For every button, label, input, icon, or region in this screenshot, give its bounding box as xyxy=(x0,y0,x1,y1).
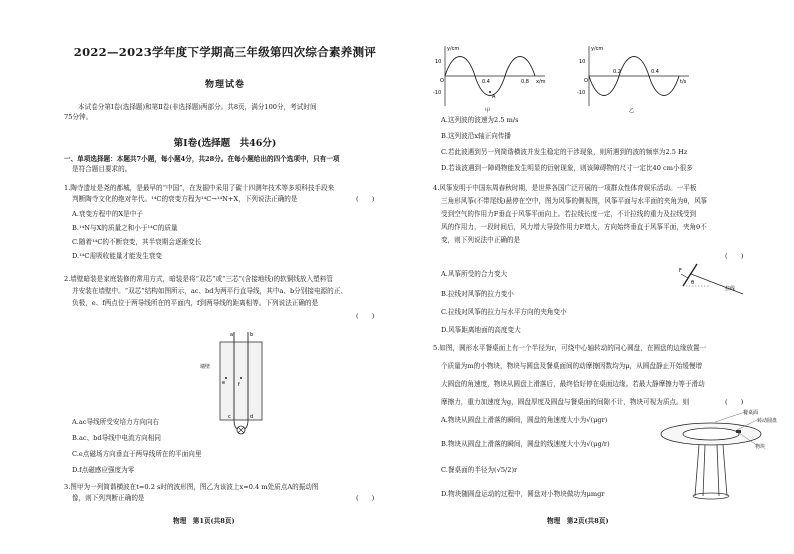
q1-stem: 判断陶寺文化的绝对年代。¹⁴C的衰变方程为¹⁴C→¹⁴N+X，下列说法正确的是 xyxy=(72,195,298,203)
q3-option-c: C.若此波遇到另一列简谐横波并发生稳定的干涉现象，则所遇到的波的频率为2.5 Hz xyxy=(441,148,688,156)
q4-option-a: A.风筝所受的合力变大 xyxy=(441,270,508,278)
intro-line: 75分钟。 xyxy=(64,113,93,121)
yi-y-axis: y/cm xyxy=(591,46,604,52)
section-instruction: 是符合题目要求的。 xyxy=(72,165,132,173)
q2-label-e: e xyxy=(222,380,226,386)
q2-label-f: f xyxy=(238,382,240,388)
q1-option-b: B.¹⁴N与X的质量之和小于¹⁴C的质量 xyxy=(72,224,178,232)
jia-x-axis: x/m xyxy=(536,79,546,85)
q5-table-figure xyxy=(659,410,779,502)
q4-kite-figure xyxy=(679,262,759,302)
q4-option-b: B.拉线对风筝的拉力变小 xyxy=(441,290,514,298)
q2-label-d: d xyxy=(250,414,254,420)
right-page xyxy=(397,0,794,554)
q3-wave-graph-jia xyxy=(433,44,553,114)
q5-stem: 摩擦力，重力加速度为g，圆盘厚度及圆盘与餐桌面的间隙不计，物块可视为质点。则 xyxy=(441,398,690,406)
q5-stem: 大圆盘的角速度，物块从圆盘上滑落后，最终恰好停在桌面边缘。若最大静摩擦力等于滑动 xyxy=(441,380,705,388)
subject-title: 物理试卷 xyxy=(204,80,245,90)
q2-stem: 并安装在墙壁中。“双芯”结构如图所示，ac、bd为两平行直导线，其中a、b分别接电源的正、 xyxy=(72,287,347,295)
yi-x-axis: t/s xyxy=(680,79,687,85)
q4-angle-label: θ xyxy=(691,280,695,286)
yi-y-max: 10 xyxy=(579,59,586,65)
yi-caption: 乙 xyxy=(629,108,635,114)
q2-wall-label: 墙壁 xyxy=(200,364,211,370)
yi-origin: O xyxy=(584,78,588,84)
q5-stem: 个质量为m的小物块，物块与圆盘及餐桌面间的动摩擦因数均为μ，从圆盘静止开始缓慢增 xyxy=(441,362,703,370)
q2-stem: 负极，e、f两点位于两导线所在的平面内，f到两导线的距离相等。下列说法正确的是 xyxy=(72,299,319,307)
jia-y-max: 10 xyxy=(435,59,442,65)
yi-tick: 0.4 xyxy=(651,69,659,75)
q5-stem: 5.如图，圆形水平餐桌面上有一个半径为r，可绕中心轴转动的同心圆盘，在圆盘的边缘放置一 xyxy=(433,344,707,352)
q5-option-c: C.餐桌面的半径为(√5/2)r xyxy=(441,466,518,474)
q2-label-b: b xyxy=(250,332,254,338)
q1-bracket: ( ) xyxy=(356,195,375,203)
q2-stem: 2.墙壁暗装是家庭装修的常用方式，暗装是将“双芯”或“三芯”(含接地线)的软铜线放入塑料管 xyxy=(64,275,333,283)
q5-option-a: A.物块从圆盘上滑落的瞬间，圆盘的角速度大小为√(μgr) xyxy=(441,416,608,424)
jia-y-axis: y/cm xyxy=(447,46,460,52)
q5-option-d: D.物块随圆盘运动的过程中，圆盘对小物块做功为μmgr xyxy=(441,490,605,498)
q1-option-c: C.随着¹⁴C的不断衰变，其半衰期会逐渐变长 xyxy=(72,238,202,246)
q2-label-c: c xyxy=(228,414,231,420)
q5-label-block: 物块 xyxy=(755,444,766,450)
q4-stem: 风的作用力，一段时间后，风力增大导致作用力F增大，方向始终垂直于风筝平面，夹角θ不 xyxy=(441,223,707,231)
jia-point-a: A xyxy=(492,94,496,100)
q2-wire-figure xyxy=(200,330,280,438)
q5-bracket: ( ) xyxy=(725,398,744,406)
q2-option-a: A.ac导线所受安培力方向向右 xyxy=(72,418,160,426)
q5-label-disk: 转动圆盘 xyxy=(757,418,778,424)
yi-tick: 0.2 xyxy=(613,69,621,75)
q4-stem: 变，则下列说法中正确的是 xyxy=(441,236,521,244)
exam-title: 2022—2023学年度下学期高三年级第四次综合素养测评 xyxy=(73,45,377,59)
q5-label-table: 餐桌面 xyxy=(743,410,759,416)
q1-option-a: A.衰变方程中的X是中子 xyxy=(72,210,143,218)
q3-option-b: B.这列波沿x轴正向传播 xyxy=(441,132,512,140)
q3-stem: 3.图甲为一列简谐横波在t=0.2 s时的波形图，图乙为该波上x=0.4 m处质点A的振动图 xyxy=(64,483,319,491)
footer-right: 物理 第2页(共8页) xyxy=(547,517,609,525)
q1-stem: 1.陶寺遗址是尧的都城，是最早的“中国”，在发掘中采用了碳十四测年技术等多项科技手段来 xyxy=(64,184,335,192)
q4-bracket: ( ) xyxy=(725,252,744,260)
q2-label-a: a xyxy=(230,332,234,338)
section-title: 第Ⅰ卷(选择题 共46分) xyxy=(173,138,277,149)
section-instruction: 一、单项选择题：本题共7小题，每小题4分，共28分。在每小题给出的四个选项中，只有一项 xyxy=(64,155,340,163)
jia-caption: 甲 xyxy=(485,108,491,114)
q1-option-d: D.¹⁴C需吸收能量才能发生衰变 xyxy=(72,252,163,260)
q3-stem: 像，则下列判断正确的是 xyxy=(72,494,145,502)
q2-bracket: ( ) xyxy=(356,312,375,320)
q5-option-b: B.物块从圆盘上滑落的瞬间，圆盘的线速度大小为√(μg/r) xyxy=(441,440,610,448)
q2-option-d: D.f点磁感应强度为零 xyxy=(72,466,135,474)
q4-option-c: C.拉线对风筝的拉力与水平方向的夹角变小 xyxy=(441,308,567,316)
q3-option-d: D.若该波遇到一障碍物能发生明显的衍射现象，则该障碍物的尺寸一定比40 cm小很多 xyxy=(441,164,693,172)
jia-tick: 0.4 xyxy=(482,79,490,85)
q3-bracket: ( ) xyxy=(356,494,375,502)
yi-y-min: -10 xyxy=(577,90,586,96)
q2-option-c: C.e点磁场方向垂直于两导线所在的平面向里 xyxy=(72,450,202,458)
jia-y-min: -10 xyxy=(433,90,442,96)
q4-stem: 三角形风筝(不带尾线)悬停在空中，图为风筝的侧视图，风筝平面与水平面的夹角为θ，风筝 xyxy=(441,197,708,205)
intro-line: 本试卷分第Ⅰ卷(选择题)和第Ⅱ卷(非选择题)两部分。共8页，满分100分，考试时间 xyxy=(78,103,317,111)
q4-stem: 4.风筝发明于中国东周春秋时期，是世界各国广泛开展的一项群众性体育娱乐活动。一平板 xyxy=(433,184,697,192)
q4-force-label: F xyxy=(679,268,682,274)
jia-origin: O xyxy=(440,78,444,84)
q4-line-label: 拉线 xyxy=(725,286,736,292)
jia-tick: 0.8 xyxy=(521,79,529,85)
q4-option-d: D.风筝距离地面的高度变大 xyxy=(441,326,521,334)
q3-option-a: A.这列波的波速为2.5 m/s xyxy=(441,116,519,124)
q2-option-b: B.ac、bd导线中电流方向相同 xyxy=(72,434,161,442)
footer-left: 物理 第1页(共8页) xyxy=(173,517,235,525)
q3-vibration-graph-yi xyxy=(577,44,697,114)
q4-stem: 受到空气的作用力F垂直于风筝平面向上。若拉线长度一定，不计拉线的重力及拉线受到 xyxy=(441,210,697,218)
